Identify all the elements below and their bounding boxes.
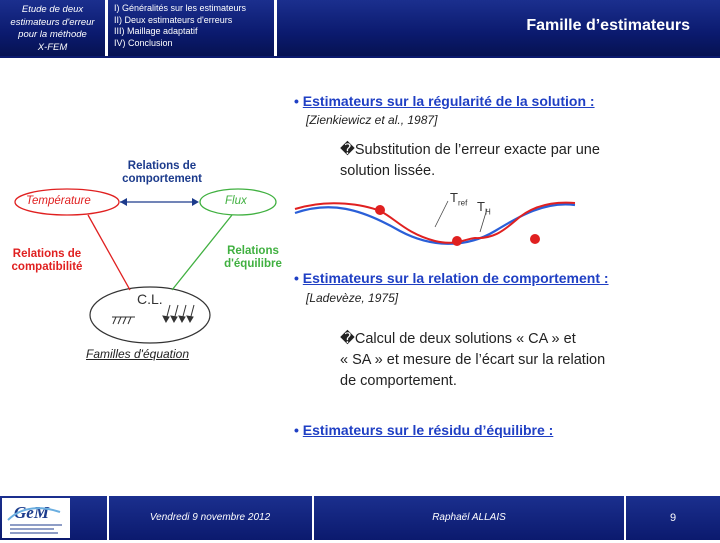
compatibility-label-line: compatibilité: [11, 261, 83, 273]
tref-subscript: ref: [457, 198, 468, 208]
section-body-regularity: [340, 140, 600, 182]
tref-pointer: [435, 201, 448, 227]
reference-zienkiewicz: [Zienkiewicz et al., 1987]: [306, 113, 438, 127]
header-subject-line: pour la méthode: [18, 29, 87, 40]
equilibrium-label-line: d'équilibre: [224, 258, 282, 270]
header-subject-line: Etude de deux: [21, 4, 84, 15]
header-divider: [0, 56, 720, 58]
section-body-line: �Calcul de deux solutions « CA » et: [340, 331, 576, 347]
section-title-regularity: [294, 93, 595, 109]
header-subject: [0, 0, 107, 56]
outline-item: II) Deux estimateurs d'erreurs: [114, 14, 233, 25]
section-title-constitutive: [294, 270, 609, 286]
outline-item: IV) Conclusion: [114, 37, 173, 48]
header-subject-line: estimateurs d'erreur: [10, 16, 95, 28]
load-arrows: [163, 305, 194, 322]
section-body-line: solution lissée.: [340, 163, 436, 179]
compatibility-label-line: Relations de: [12, 248, 82, 260]
outline-item: I) Généralités sur les estimateurs: [114, 3, 247, 13]
section-title-text: Estimateurs sur la relation de comportement :: [302, 270, 609, 286]
section-body-line: �Substitution de l’erreur exacte par une: [340, 142, 600, 158]
equilibrium-label: [214, 245, 292, 271]
equilibrium-label-line: Relations: [227, 245, 279, 257]
fe-node: [375, 205, 385, 215]
temperature-label: Température: [26, 195, 91, 207]
bullet-mark: •: [294, 270, 299, 286]
outline-item: III) Maillage adaptatif: [114, 26, 198, 36]
section-title-residual: [294, 422, 553, 438]
footer-divider: [107, 496, 109, 540]
gem-logo: [2, 498, 70, 538]
bullet-mark: •: [294, 93, 299, 109]
diagram-caption: Familles d'équation: [86, 347, 190, 361]
section-body-line: de comportement.: [340, 373, 457, 389]
behaviour-label: [102, 160, 222, 186]
fe-node: [452, 236, 462, 246]
section-body-constitutive: [340, 329, 605, 392]
logo-icon: [2, 498, 70, 538]
footer-author: Raphaël ALLAIS: [432, 512, 506, 523]
bullet-mark: •: [294, 422, 299, 438]
section-title-text: Estimateurs sur le résidu d’équilibre :: [302, 422, 554, 438]
cl-label: C.L.: [137, 291, 163, 307]
tref-label: [450, 190, 467, 208]
svg-text:GeM: GeM: [14, 503, 49, 522]
page-number: 9: [669, 512, 677, 524]
compatibility-label: [4, 248, 90, 274]
th-label: [477, 199, 491, 217]
flux-label: Flux: [225, 195, 247, 207]
footer-date: Vendredi 9 novembre 2012: [149, 512, 271, 523]
header-outline: [108, 0, 276, 56]
behaviour-label-line: Relations de: [127, 160, 197, 172]
section-body-line: « SA » et mesure de l’écart sur la relation: [340, 352, 606, 368]
header-title-box: [277, 0, 720, 56]
header-subject-line: X-FEM: [37, 41, 68, 53]
reference-ladeveze: [Ladevèze, 1975]: [306, 291, 399, 305]
section-title-text: Estimateurs sur la régularité de la solution :: [302, 93, 595, 109]
compatibility-link: [88, 215, 130, 290]
fe-node: [530, 234, 540, 244]
tref-symbol: T: [450, 190, 458, 205]
th-subscript: H: [484, 207, 491, 217]
behaviour-label-line: comportement: [122, 173, 202, 185]
smoothing-plot: [290, 183, 580, 263]
slide-title: Famille d’estimateurs: [526, 17, 690, 34]
th-symbol: T: [477, 199, 485, 214]
